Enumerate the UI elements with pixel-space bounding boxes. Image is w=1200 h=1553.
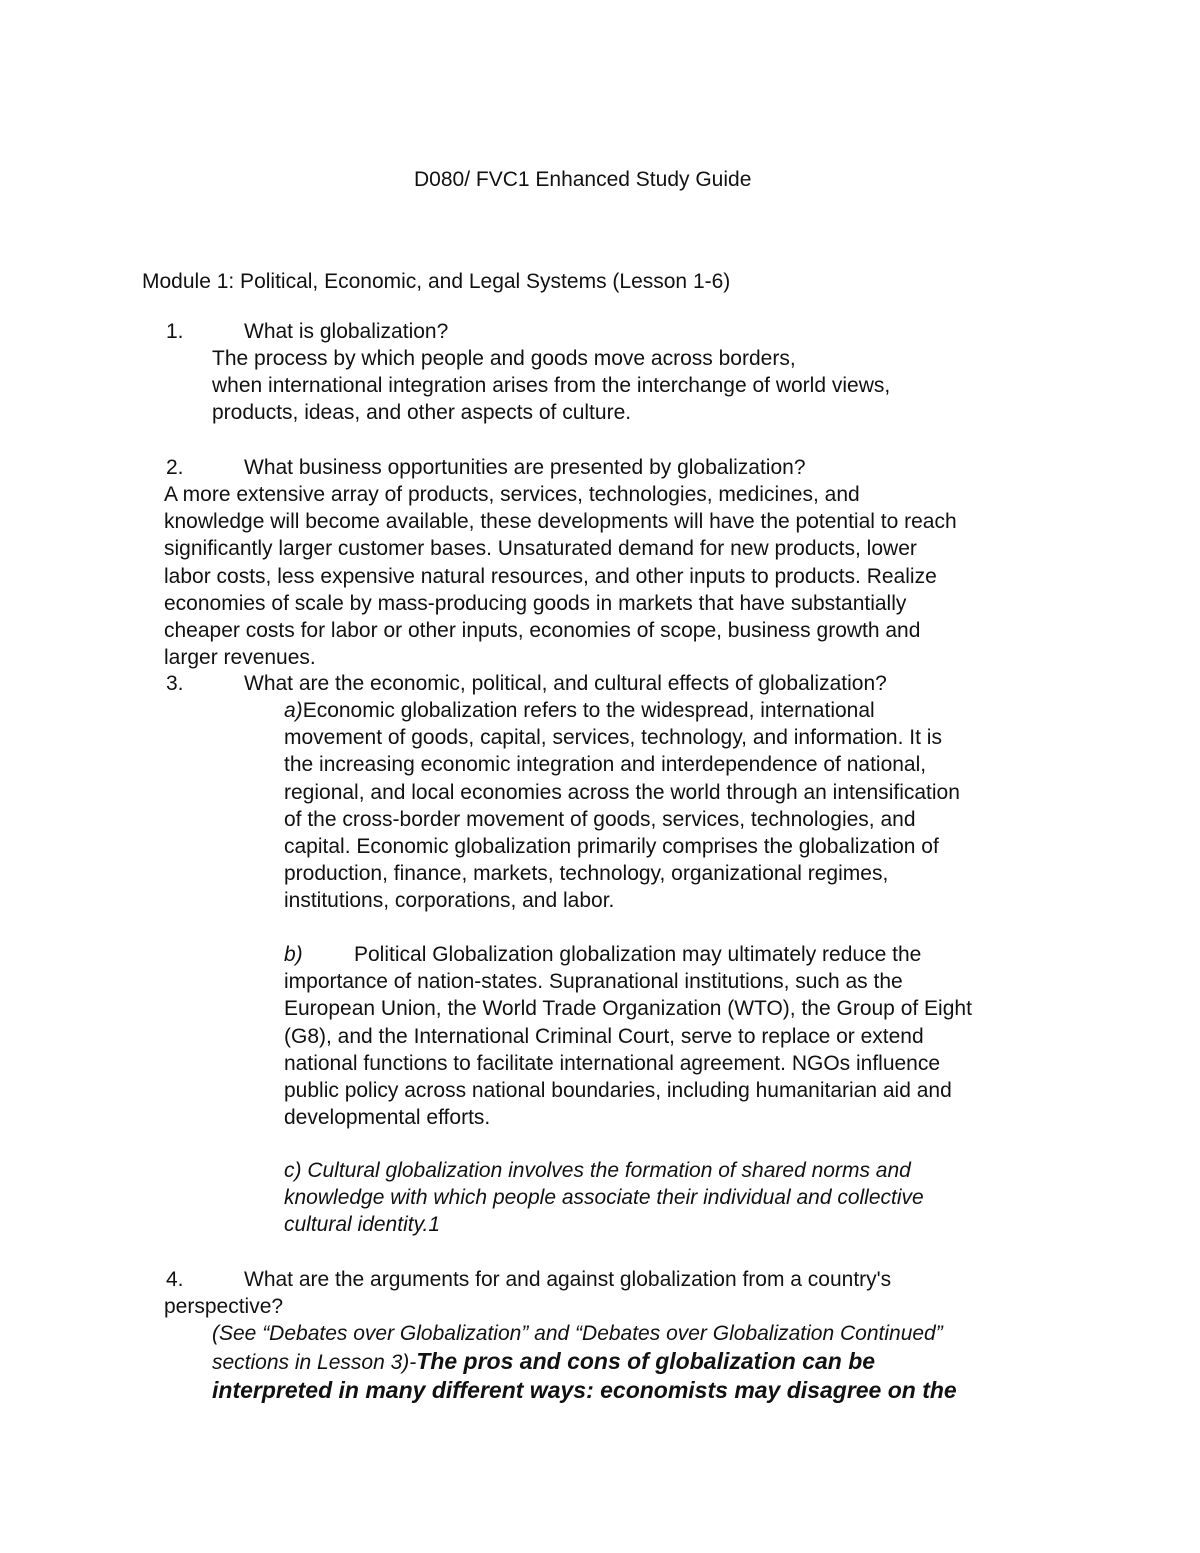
answer-line: knowledge with which people associate their individual and collective [284, 1186, 924, 1210]
answer-line: cheaper costs for labor or other inputs, economies of scope, business growth and [164, 619, 921, 643]
answer-line: cultural identity.1 [284, 1213, 441, 1237]
answer-line: c) Cultural globalization involves the formation of shared norms and [284, 1159, 911, 1182]
part-a-marker: a) [284, 699, 303, 722]
answer-line: when international integration arises from the interchange of world views, [212, 374, 891, 398]
answer-mixed-line [212, 1347, 957, 1376]
part-b-first-line [284, 941, 972, 968]
answer-line: public policy across national boundaries, including humanitarian aid and [284, 1079, 952, 1103]
question-2-number: 2. [166, 456, 184, 479]
question-2-text: What business opportunities are presented by globalization? [244, 456, 806, 479]
answer-line: importance of nation-states. Supranational institutions, such as the [284, 970, 903, 994]
answer-bold-text: The pros and cons of globalization can be [416, 1348, 876, 1375]
question-3-text: What are the economic, political, and cultural effects of globalization? [244, 672, 887, 695]
answer-line: European Union, the World Trade Organization (WTO), the Group of Eight [284, 997, 972, 1021]
answer-line: institutions, corporations, and labor. [284, 889, 615, 913]
answer-line: labor costs, less expensive natural resources, and other inputs to products. Realize [164, 564, 937, 588]
part-b-marker: b) [284, 943, 303, 966]
question-4-answer [212, 1320, 957, 1405]
answer-line: production, finance, markets, technology, organizational regimes, [284, 862, 889, 886]
question-1-answer [212, 345, 890, 427]
question-4-number: 4. [166, 1268, 184, 1291]
answer-note-italic: sections in Lesson 3)- [212, 1351, 417, 1375]
question-4-text-cont: perspective? [164, 1295, 284, 1318]
answer-line: larger revenues. [164, 646, 316, 670]
answer-line: products, ideas, and other aspects of culture. [212, 401, 632, 425]
answer-note-line: (See “Debates over Globalization” and “Debates over Globalization Continued” [212, 1322, 943, 1345]
answer-line: capital. Economic globalization primarily comprises the globalization of [284, 835, 939, 859]
answer-bold-line: interpreted in many different ways: economists may disagree on the [212, 1377, 957, 1404]
answer-line: (G8), and the International Criminal Court, serve to replace or extend [284, 1024, 924, 1048]
answer-line: movement of goods, capital, services, technology, and information. It is [284, 726, 942, 750]
question-3-part-b [284, 941, 972, 1131]
question-4-text: What are the arguments for and against globalization from a country's [244, 1268, 892, 1291]
answer-line: A more extensive array of products, services, technologies, medicines, and [164, 483, 860, 506]
document-title: D080/ FVC1 Enhanced Study Guide [414, 168, 752, 191]
part-a-first-text: Economic globalization refers to the widespread, international [302, 699, 875, 722]
part-a-first-line [284, 697, 960, 724]
module-heading: Module 1: Political, Economic, and Legal Systems (Lesson 1-6) [142, 270, 731, 293]
question-3-part-c [284, 1157, 924, 1239]
answer-line: economies of scale by mass-producing goods in markets that have substantially [164, 591, 907, 615]
answer-line: developmental efforts. [284, 1106, 491, 1130]
answer-line: significantly larger customer bases. Unsaturated demand for new products, lower [164, 537, 917, 561]
answer-line: The process by which people and goods move across borders, [212, 347, 796, 370]
answer-line: knowledge will become available, these developments will have the potential to reach [164, 510, 957, 534]
answer-line: national functions to facilitate international agreement. NGOs influence [284, 1051, 941, 1075]
question-3-number: 3. [166, 672, 184, 695]
answer-line: regional, and local economies across the world through an intensification [284, 780, 960, 804]
question-3-part-a [284, 697, 960, 915]
question-1-number: 1. [166, 320, 184, 343]
answer-line: the increasing economic integration and interdependence of national, [284, 753, 927, 777]
part-b-first-text: Political Globalization globalization may ultimately reduce the [354, 943, 922, 966]
question-2-answer [164, 481, 957, 671]
answer-line: of the cross-border movement of goods, services, technologies, and [284, 807, 916, 831]
question-1-text: What is globalization? [244, 320, 449, 343]
